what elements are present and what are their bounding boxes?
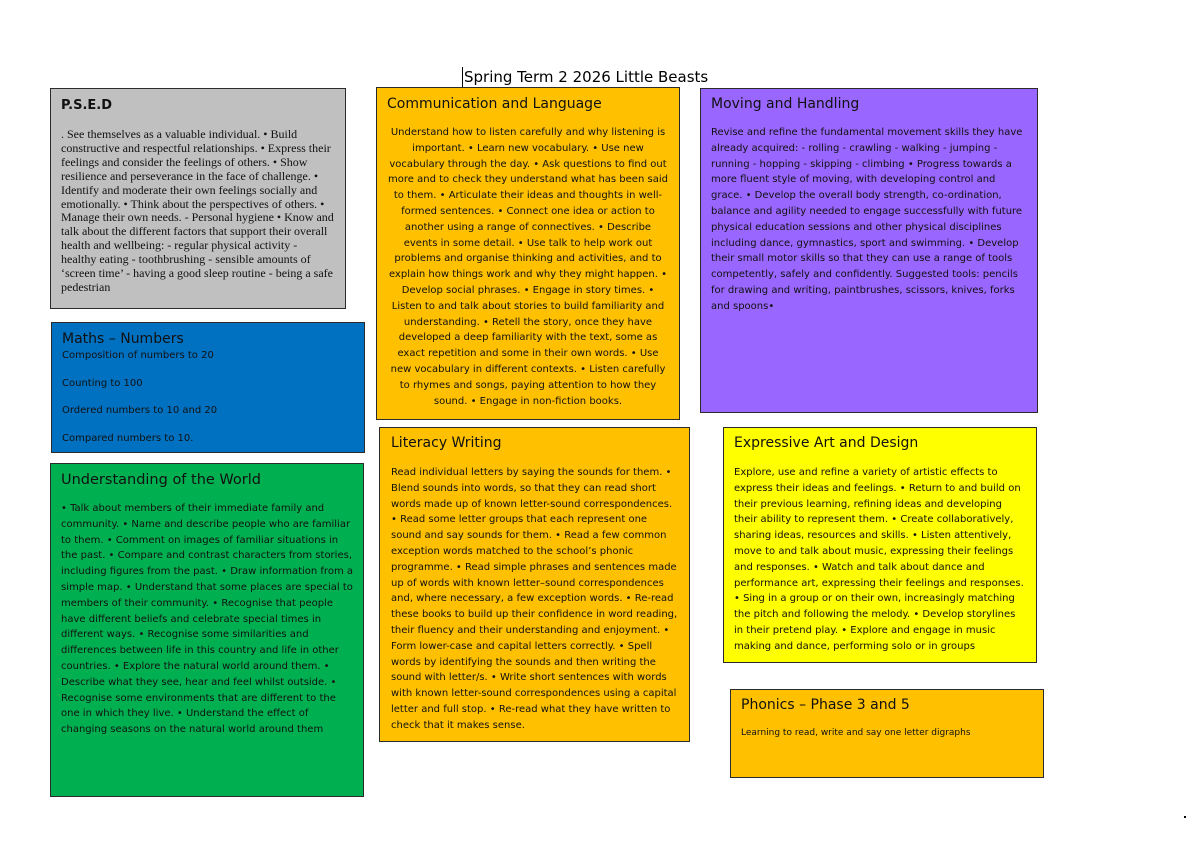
expressive-title: Expressive Art and Design bbox=[734, 435, 919, 451]
expressive-text: Explore, use and refine a variety of artistic effects to express their ideas and feelings. • Return to and build on their previous learning, refining ideas and developing their ability to represent them. • Create collaboratively, sharing ideas, resources and skills. • Listen attentively, move to and talk about music, expressing their feelings and responses. • Watch and talk about dance and performance art, expressing their feelings and responses. • Sing in a group or on their own, increasingly matching the pitch and following the melody. • Develop storylines in their pretend play. • Explore and engage in music making and dance, performing solo or in groups bbox=[734, 467, 1024, 652]
communication-title: Communication and Language bbox=[387, 96, 602, 112]
literacy-text: Read individual letters by saying the sounds for them. • Blend sounds into words, so that they can read short words made up of known letter-sound correspondences. • Read some letter groups that each represent one sound and say sounds for them. • Read a few common exception words matched to the school’s phonic programme. • Read simple phrases and sentences made up of words with known letter–sound correspondences and, where necessary, a few exception words. • Re-read these books to build up their confidence in word reading, their fluency and their understanding and enjoyment. • Form lower-case and capital letters correctly. • Spell words by identifying the sounds and then writing the sound with letter/s. • Write short sentences with words with known letter-sound correspondences using a capital letter and full stop. • Re-read what they have written to check that it makes sense. bbox=[391, 467, 678, 731]
communication-box bbox=[376, 87, 680, 420]
moving-box bbox=[700, 88, 1038, 413]
world-box bbox=[50, 463, 364, 797]
moving-text: Revise and refine the fundamental movement skills they have already acquired: - rolling - crawling - walking - jumping - running - hopping - skipping - climbing • Progress towards a more fluent style of moving, with developing control and grace. • Develop the overall body strength, co-ordination, balance and agility needed to engage successfully with future physical education sessions and other physical disciplines including dance, gymnastics, sport and swimming. • Develop their small motor skills so that they can use a range of tools competently, safely and confidently. Suggested tools: pencils for drawing and writing, paintbrushes, scissors, knives, forks and spoons• bbox=[711, 127, 1023, 312]
psed-box bbox=[50, 88, 346, 309]
maths-box bbox=[51, 322, 365, 453]
world-title: Understanding of the World bbox=[61, 472, 261, 488]
world-text: • Talk about members of their immediate family and community. • Name and describe people who are familiar to them. • Comment on images of familiar situations in the past. • Compare and contrast characters from stories, including figures from the past. • Draw information from a simple map. • Understand that some places are special to members of their community. • Recognise that people have different beliefs and celebrate special times in different ways. • Recognise some similarities and differences between life in this country and life in other countries. • Explore the natural world around them. • Describe what they see, hear and feel whilst outside. • Recognise some environments that are different to the one in which they live. • Understand the effect of changing seasons on the natural world around them bbox=[61, 503, 353, 736]
communication-text: Understand how to listen carefully and why listening is important. • Learn new vocabulary. • Use new vocabulary through the day. • Ask questions to find out more and to check they understand what has been said to them. • Articulate their ideas and thoughts in well-formed sentences. • Connect one idea or action to another using a range of connectives. • Describe events in some detail. • Use talk to help work out problems and organise thinking and activities, and to explain how things work and why they might happen. • Develop social phrases. • Engage in story times. • Listen to and talk about stories to build familiarity and understanding. • Retell the story, once they have developed a deep familiarity with the text, some as exact repetition and some in their own words. • Use new vocabulary in different contexts. • Listen carefully to rhymes and songs, paying attention to how they sound. • Engage in non-fiction books. bbox=[388, 127, 668, 407]
phonics-box bbox=[730, 689, 1044, 778]
literacy-box bbox=[379, 427, 690, 742]
corner-mark bbox=[1184, 816, 1186, 818]
phonics-text: Learning to read, write and say one letter digraphs bbox=[741, 728, 971, 738]
moving-title: Moving and Handling bbox=[711, 96, 860, 112]
maths-title: Maths – Numbers bbox=[62, 331, 184, 347]
maths-item: Ordered numbers to 10 and 20 bbox=[62, 405, 218, 417]
page-title: Spring Term 2 2026 Little Beasts bbox=[464, 68, 709, 86]
maths-item: Compared numbers to 10. bbox=[62, 432, 194, 444]
maths-item: Composition of numbers to 20 bbox=[62, 350, 214, 361]
maths-item: Counting to 100 bbox=[62, 377, 143, 389]
literacy-title: Literacy Writing bbox=[391, 435, 502, 451]
psed-text: . See themselves as a valuable individual. • Build constructive and respectful relationships. • Express their feelings and consider the feelings of others. • Show resilience and perseverance in the face of challenge. • Identify and moderate their own feelings socially and emotionally. • Think about the perspectives of others. • Manage their own needs. - Personal hygiene • Know and talk about the different factors that support their overall health and wellbeing: - regular physical activity - healthy eating - toothbrushing - sensible amounts of ‘screen time’ - having a good sleep routine - being a safe pedestrian bbox=[61, 127, 334, 294]
psed-title: P.S.E.D bbox=[61, 98, 112, 113]
phonics-title: Phonics – Phase 3 and 5 bbox=[741, 697, 910, 713]
expressive-box bbox=[723, 427, 1037, 663]
